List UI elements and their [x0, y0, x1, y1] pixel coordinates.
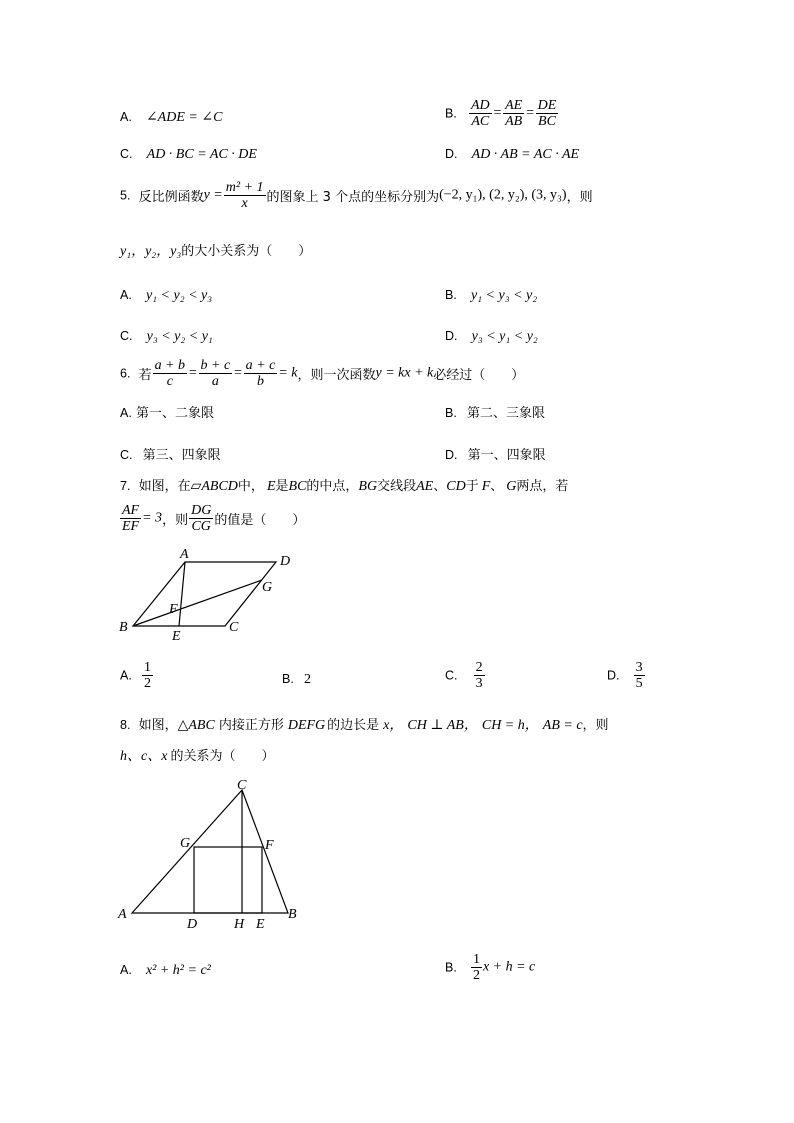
stem-text: 两点，若 — [516, 479, 569, 494]
math: CH ⊥ AB， — [407, 718, 478, 733]
square-defg — [194, 847, 262, 913]
option-label: D. — [607, 668, 620, 683]
q5-option-b — [445, 286, 537, 305]
label-d: D — [187, 917, 198, 932]
fraction: $\frac{DE}{BC}$ — [537, 98, 557, 129]
fraction: $\frac{1}{2}$ — [472, 952, 480, 983]
q6-stem: 6. 若 $\frac{a + b}{c}$ = $\frac{b + c}{a}$ = $\frac{a + c}{b}$ = k，则一次函数y = kx + k必经过（ ） — [120, 358, 525, 389]
option-label: B. — [282, 672, 294, 686]
q6-option-b — [445, 404, 545, 423]
option-label: A. — [120, 963, 132, 977]
option-label: C. — [120, 147, 133, 161]
q5-stem — [120, 180, 593, 211]
fraction: $\frac{AF}{EF}$ — [122, 503, 140, 534]
q6-option-c — [120, 446, 221, 465]
q4-option-d — [445, 145, 579, 164]
fraction: $\frac{DG}{CG}$ — [191, 503, 212, 534]
math: x， — [383, 718, 404, 733]
fraction: $\frac{AD}{AC}$ — [470, 98, 490, 129]
math: F — [481, 479, 491, 494]
q8-option-b — [445, 952, 535, 983]
fraction: $\frac{1}{2}$ — [143, 660, 151, 691]
stem-text: 内接正方形 — [218, 718, 284, 733]
q8-stem-line2 — [120, 748, 274, 766]
option-label: A. — [120, 406, 132, 420]
stem-text: 是 — [275, 479, 289, 494]
math: AE — [416, 479, 434, 494]
stem-text: 、 — [490, 479, 504, 494]
q7-stem — [120, 477, 568, 496]
stem-text: 于 — [465, 479, 479, 494]
stem-text: 的边长是 — [327, 718, 380, 733]
q5-option-a — [120, 286, 212, 305]
q6-option-d — [445, 446, 546, 465]
stem-text: 的关系为（ ） — [170, 749, 275, 764]
stem-text: 交线段 — [377, 479, 417, 494]
stem-text: 必经过（ ） — [433, 368, 525, 383]
fraction: $\frac{AE}{AB}$ — [505, 98, 523, 129]
option-math: AD · AB = AC · AE — [471, 147, 580, 162]
q7-option-b — [282, 670, 311, 689]
q4-option-b: B. $\frac{AD}{AC}$ = $\frac{AE}{AB}$ = $\frac{DE}{BC}$ — [445, 98, 557, 129]
question-number: 5. — [120, 188, 131, 203]
math: DEFG — [287, 718, 326, 733]
points: (−2, y₁), (2, y₂), (3, y₃) — [439, 187, 567, 203]
math: = 3 — [142, 510, 163, 526]
fraction: $\frac{\text{m² + 1}}{x}$ — [225, 180, 264, 211]
stem-text: 如图， — [138, 718, 178, 733]
question-number: 6. — [120, 366, 131, 381]
option-math: y₁ < y₂ < y₃ — [145, 288, 213, 303]
stem-text: 、 — [433, 479, 447, 494]
option-text: 第一、四象限 — [467, 448, 546, 463]
math: △ABC — [177, 718, 215, 733]
segment-ae — [179, 562, 185, 626]
option-label: D. — [445, 448, 458, 462]
math: = k — [278, 365, 298, 381]
option-math: y₁ < y₃ < y₂ — [470, 288, 538, 303]
stem-text: ，则 — [582, 718, 609, 733]
q6-option-a — [120, 404, 214, 423]
fraction: $\frac{3}{5}$ — [635, 660, 643, 691]
q5-option-c — [120, 327, 213, 346]
stem-text: 的值是（ ） — [214, 513, 306, 528]
q8-triangle-figure — [110, 772, 310, 937]
q7-option-c — [445, 660, 486, 691]
parallelogram-abcd — [133, 562, 276, 626]
option-label: B. — [445, 406, 457, 420]
option-label: A. — [120, 668, 132, 683]
option-text: 第三、四象限 — [142, 448, 221, 463]
label-b: B — [119, 620, 128, 635]
label-f: F — [265, 838, 274, 853]
q7-option-a — [120, 660, 154, 691]
q4-option-c — [120, 145, 257, 164]
fraction: $\frac{a + c}{b}$ — [245, 358, 276, 389]
fraction: $\frac{b + c}{a}$ — [200, 358, 231, 389]
math: ▱ABCD — [190, 479, 238, 494]
math: y = — [203, 187, 223, 203]
label-h: H — [234, 917, 245, 932]
stem-text: 的图象上 3 个点的坐标分别为 — [266, 190, 440, 205]
q7-parallelogram-figure — [110, 545, 310, 645]
math: h、c、x — [120, 749, 168, 764]
option-math: y₃ < y₁ < y₂ — [471, 329, 538, 344]
q8-stem — [120, 716, 609, 735]
option-math: x² + h² = c² — [145, 963, 211, 978]
stem-text: 的大小关系为（ ） — [181, 244, 312, 259]
option-label: B. — [445, 288, 457, 302]
question-number: 8. — [120, 718, 131, 732]
q5-stem-line2 — [120, 243, 311, 261]
label-a: A — [118, 907, 127, 922]
math: CH = h， — [481, 718, 539, 733]
fraction: $\frac{2}{3}$ — [475, 660, 483, 691]
option-label: B. — [445, 960, 457, 975]
q7-option-d — [607, 660, 646, 691]
stem-text: ，则 — [162, 513, 189, 528]
label-b: B — [288, 907, 297, 922]
question-number: 7. — [120, 479, 131, 493]
label-f: F — [169, 602, 178, 617]
option-label: C. — [120, 448, 133, 462]
option-label: B. — [445, 106, 457, 121]
label-c: C — [237, 778, 247, 793]
math: BG — [358, 479, 378, 494]
q8-option-a — [120, 961, 211, 980]
label-e: E — [172, 629, 181, 644]
stem-text: 反比例函数 — [138, 190, 204, 205]
option-text: 第一、二象限 — [135, 406, 214, 421]
q7-stem-line2 — [120, 503, 305, 534]
label-d: D — [280, 554, 291, 569]
math: G — [506, 479, 517, 494]
option-text: 2 — [303, 672, 311, 687]
label-a: A — [180, 547, 189, 562]
label-g: G — [180, 836, 191, 851]
q5-option-d — [445, 327, 538, 346]
q4-option-a — [120, 108, 222, 127]
option-math: ∠ADE = ∠C — [145, 110, 223, 125]
label-g: G — [262, 580, 273, 595]
option-math: y₃ < y₂ < y₁ — [146, 329, 213, 344]
label-e: E — [256, 917, 265, 932]
label-c: C — [229, 620, 239, 635]
option-text: 第二、三象限 — [466, 406, 545, 421]
stem-text: 若 — [138, 368, 152, 383]
fraction: $\frac{a + b}{c}$ — [154, 358, 186, 389]
stem-text: 中， — [237, 479, 264, 494]
option-label: A. — [120, 288, 132, 302]
stem-text: 的中点， — [306, 479, 359, 494]
option-label: D. — [445, 147, 458, 161]
stem-text: ，则 — [566, 190, 593, 205]
option-label: D. — [445, 329, 458, 343]
stem-text: 如图，在 — [138, 479, 191, 494]
option-label: C. — [120, 329, 133, 343]
option-label: A. — [120, 110, 132, 124]
option-math: AD · BC = AC · DE — [146, 147, 257, 162]
math: BC — [288, 479, 307, 494]
math: y = kx + k — [375, 365, 434, 381]
math: E — [266, 479, 276, 494]
stem-text: ，则一次函数 — [297, 368, 376, 383]
option-label: C. — [445, 668, 458, 683]
math: CD — [446, 479, 466, 494]
math: y₁，y₂，y₃ — [120, 244, 182, 259]
option-math: x + h = c — [482, 959, 536, 975]
math: AB = c — [542, 718, 583, 733]
